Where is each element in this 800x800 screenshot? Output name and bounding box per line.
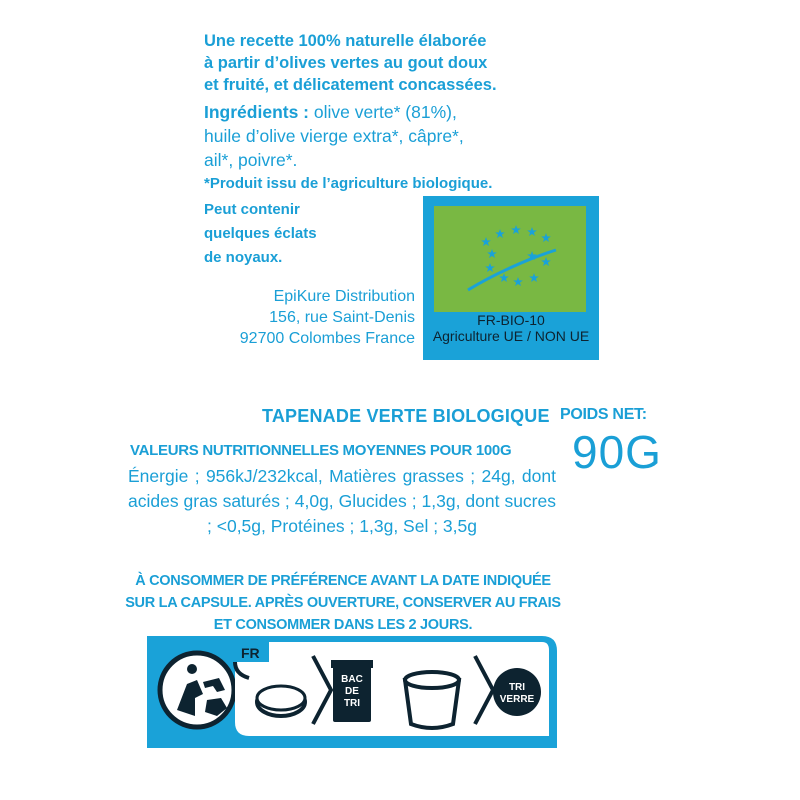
intro-line: à partir d’olives vertes au gout doux (204, 54, 488, 72)
recycling-info-band (147, 636, 557, 748)
country-code: FR (241, 645, 260, 661)
ingredients-line: huile d’olive vierge extra*, câpre*, (204, 126, 464, 146)
address-line: 156, rue Saint-Denis (269, 309, 415, 326)
svg-text:VERRE: VERRE (499, 694, 535, 705)
triman-icon (160, 653, 234, 727)
net-weight-label: POIDS NET: (560, 406, 647, 423)
ingredients-line: ail*, poivre*. (204, 150, 298, 170)
intro-line: et fruité, et délicatement concassées. (204, 76, 497, 94)
intro-line: Une recette 100% naturelle élaborée (204, 32, 487, 50)
recycling-bin-icon (331, 660, 373, 722)
certifier-code: FR-BIO-10 (477, 312, 545, 328)
svg-text:BAC: BAC (341, 674, 363, 685)
svg-text:TRI: TRI (343, 698, 361, 709)
pits-line: Peut contenir (204, 201, 300, 218)
distributor-address (180, 286, 415, 349)
svg-text:TRI: TRI (508, 682, 526, 693)
net-weight-value: 90G (572, 426, 662, 478)
jar-icon (405, 672, 459, 728)
address-line: 92700 Colombes France (239, 330, 415, 347)
product-title: TAPENADE VERTE BIOLOGIQUE (262, 406, 550, 426)
intro-text (204, 30, 564, 96)
glass-bank-icon (493, 668, 541, 716)
storage-instructions (118, 570, 568, 636)
ingredients-text: olive verte* (81%), (309, 102, 457, 122)
lid-icon (257, 686, 305, 716)
nutrition-title: VALEURS NUTRITIONNELLES MOYENNES POUR 100G (130, 442, 512, 459)
ingredients-label: Ingrédients : (204, 102, 310, 122)
ingredients-block (204, 100, 564, 172)
storage-line: À CONSOMMER DE PRÉFÉRENCE AVANT LA DATE INDIQUÉE (135, 573, 551, 589)
eu-leaf-icon (434, 206, 586, 312)
storage-line: SUR LA CAPSULE. APRÈS OUVERTURE, CONSERVER AU FRAIS (125, 595, 561, 611)
eu-certification-code (423, 312, 599, 344)
nutrition-values: Énergie ; 956kJ/232kcal, Matières grasses ; 24g, dont acides gras saturés ; 4,0g, Glucides ; 1,3g, dont sucres ; <0,5g, Protéines ; 1,3g, Sel ; 3,5g (128, 466, 556, 536)
address-line: EpiKure Distribution (273, 288, 415, 305)
svg-text:DE: DE (345, 686, 359, 697)
ingredients-line (204, 100, 564, 124)
storage-line: ET CONSOMMER DANS LES 2 JOURS. (213, 617, 473, 633)
agriculture-origin: Agriculture UE / NON UE (432, 328, 590, 344)
organic-note: *Produit issu de l’agriculture biologique. (204, 175, 493, 192)
pits-warning (204, 198, 317, 270)
pits-line: de noyaux. (204, 249, 283, 266)
pits-line: quelques éclats (204, 225, 317, 242)
